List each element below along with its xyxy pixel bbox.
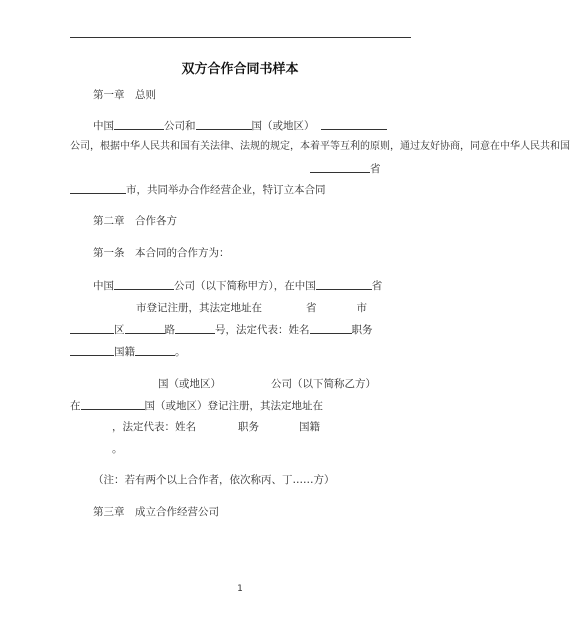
chapter-1-heading: 第一章 总则: [93, 89, 156, 101]
p2-line-4-end: 。: [175, 346, 186, 358]
p3-line-3-b: 职务: [238, 421, 259, 433]
blank-field: [175, 323, 215, 334]
p2-text-b: 公司（以下简称甲方），在中国: [174, 280, 316, 292]
blank-field: [81, 399, 145, 410]
p3-text-a: 国（或地区）: [158, 378, 221, 390]
paragraph-2-line-1: [93, 279, 382, 293]
blank-field: [125, 323, 165, 334]
p3-text-b: 公司（以下简称乙方）: [271, 378, 376, 390]
document-title: 双方合作合同书样本: [181, 62, 299, 77]
paragraph-1-line-2b: [70, 162, 381, 176]
p2-line-3-b: 路: [164, 324, 175, 336]
page-number: 1: [237, 584, 243, 594]
p1-line-2-end: 省: [370, 163, 381, 175]
p3-line-2-a: 在: [70, 400, 81, 412]
p1-line-3-text: 市，共同举办合作经营企业，特订立本合同: [126, 184, 326, 196]
blank-field: [196, 119, 252, 130]
blank-field: [70, 345, 114, 356]
p2-line-2-c: 市: [356, 302, 367, 314]
blank-field: [70, 183, 126, 194]
p3-line-3-a: ，法定代表：姓名: [112, 421, 196, 433]
paragraph-2-line-2: [136, 301, 367, 315]
p3-line-2-b: 国（或地区）登记注册，其法定地址在: [144, 400, 323, 412]
blank-field: [310, 323, 352, 334]
p2-line-3-a: 区: [114, 324, 125, 336]
chapter-2-heading: 第二章 合作各方: [93, 215, 177, 227]
p2-line-2-a: 市登记注册，其法定地址在: [136, 302, 262, 314]
p2-line-3-d: 职务: [351, 324, 373, 336]
p1-text-b: 公司和: [164, 120, 196, 132]
paragraph-1-line-3: [70, 183, 326, 197]
paragraph-3-line-4: 。: [112, 443, 123, 455]
blank-field: [310, 162, 370, 173]
header-rule: [70, 37, 411, 38]
blank-field: [135, 345, 175, 356]
p2-text-a: 中国: [93, 280, 114, 292]
article-1: 第一条 本合同的合作方为：: [93, 247, 230, 259]
paragraph-3-line-1: [158, 377, 376, 391]
paragraph-2-line-3: [70, 323, 373, 337]
blank-field: [70, 323, 114, 334]
blank-field: [114, 279, 174, 290]
p2-text-c: 省: [371, 280, 383, 292]
paragraph-1-line-1: [93, 119, 387, 133]
blank-field: [114, 119, 164, 130]
chapter-3-heading: 第三章 成立合作经营公司: [93, 506, 219, 518]
paragraph-3-line-3: [112, 420, 320, 434]
p1-text-a: 中国: [93, 120, 114, 132]
paragraph-1-line-2: [70, 140, 570, 154]
p3-line-3-c: 国籍: [299, 421, 320, 433]
p2-line-3-c: 号，法定代表：姓名: [215, 324, 310, 336]
p1-text-c: 国（或地区）: [251, 120, 315, 132]
note: （注：若有两个以上合作者，依次称丙、丁……方）: [93, 474, 335, 486]
p2-line-2-b: 省: [306, 302, 317, 314]
paragraph-3-line-2: [70, 399, 323, 413]
p1-line-2-text: 公司，根据中华人民共和国有关法律、法规的规定，本着平等互利的原则，通过友好协商，同意在中华人民共和国: [70, 141, 570, 152]
p2-line-4-a: 国籍: [114, 346, 135, 358]
blank-field: [316, 279, 372, 290]
blank-field: [321, 119, 387, 130]
paragraph-2-line-4: [70, 345, 186, 359]
